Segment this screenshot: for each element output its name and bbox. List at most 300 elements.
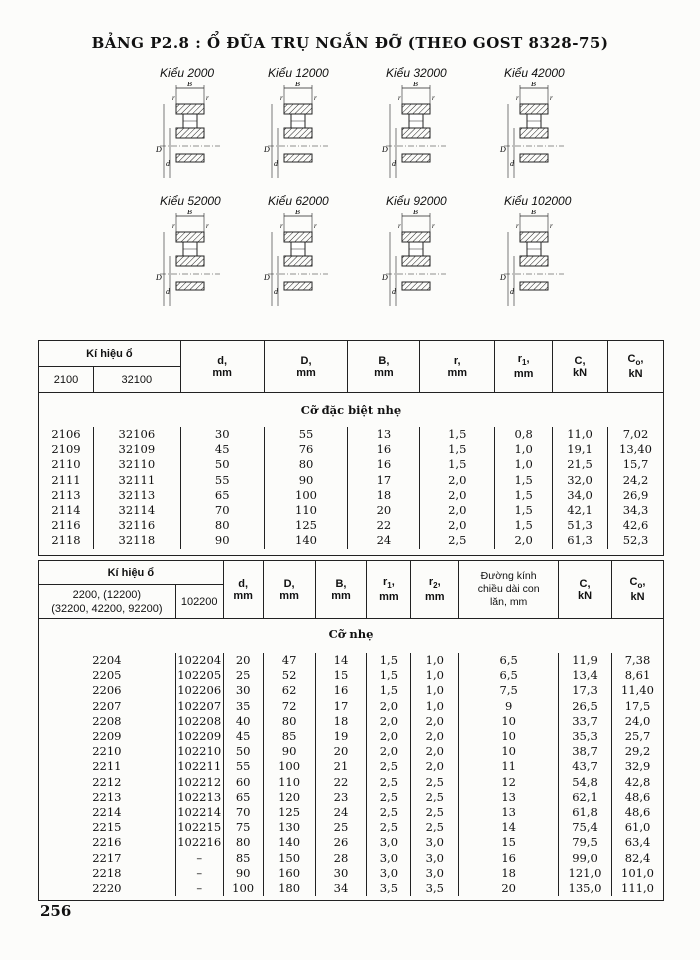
table-cell: 25	[315, 820, 367, 835]
table-cell: 101,0	[611, 866, 663, 881]
table-cell: 2,0	[367, 699, 411, 714]
table-cell: 33,7	[559, 714, 612, 729]
table-cell: 2218	[39, 866, 176, 881]
header-d	[180, 341, 264, 393]
table-cell: 102204	[175, 653, 223, 668]
table-cell: 42,8	[611, 775, 663, 790]
section-title: Cỡ nhẹ	[39, 619, 664, 654]
header-B-label: B,	[335, 577, 347, 590]
table-cell: 48,6	[611, 805, 663, 820]
table-cell: 45	[180, 442, 264, 457]
table-cell: 2,5	[367, 759, 411, 774]
header-d-unit: mm	[212, 366, 232, 379]
table-cell: 180	[263, 881, 315, 896]
table-cell: 24,0	[611, 714, 663, 729]
table-cell: 2,0	[420, 503, 495, 518]
table-cell: 125	[263, 805, 315, 820]
table-cell: 1,0	[411, 653, 459, 668]
header-series-2200	[39, 585, 176, 619]
table-row	[39, 457, 664, 472]
header-r2-label: r	[428, 576, 434, 589]
table-cell: 3,0	[367, 866, 411, 881]
table-cell: 24	[315, 805, 367, 820]
table-cell: 11,9	[559, 653, 612, 668]
header-Co-unit: kN	[628, 367, 643, 380]
table-cell: 26,9	[607, 488, 663, 503]
table-cell: 38,7	[559, 744, 612, 759]
header-C	[559, 561, 612, 619]
table-cell: 1,5	[420, 457, 495, 472]
header-roller-size	[459, 561, 559, 619]
table-row	[39, 881, 664, 896]
table-cell: 140	[263, 835, 315, 850]
table-cell: 42,1	[553, 503, 608, 518]
table-cell: 62	[263, 683, 315, 698]
table-cell: 2207	[39, 699, 176, 714]
table-cell: 48,6	[611, 790, 663, 805]
table-cell: 2113	[39, 488, 94, 503]
table-row	[39, 775, 664, 790]
table-cell: 34	[315, 881, 367, 896]
table-cell: 1,5	[495, 503, 553, 518]
table-row	[39, 668, 664, 683]
table-cell: 3,0	[411, 835, 459, 850]
table-cell: 2217	[39, 850, 176, 865]
table-cell: 32118	[93, 533, 180, 548]
header-Co-unit: kN	[630, 590, 645, 603]
header-r1-comma: ,	[526, 353, 530, 366]
table-cell: 2206	[39, 683, 176, 698]
table-cell: 32116	[93, 518, 180, 533]
table-cell: 2,0	[367, 714, 411, 729]
table-cell: 102206	[175, 683, 223, 698]
bearing-drawing-12000	[258, 82, 338, 182]
header-r1	[367, 561, 411, 619]
table-cell: 2,0	[411, 759, 459, 774]
table-cell: 90	[263, 744, 315, 759]
table-row	[39, 699, 664, 714]
table-extra-light	[38, 340, 664, 556]
table-cell: 1,5	[367, 683, 411, 698]
table-cell: 20	[348, 503, 420, 518]
table-cell: 51,3	[553, 518, 608, 533]
table-cell: 16	[348, 457, 420, 472]
table-cell: 29,2	[611, 744, 663, 759]
table-cell: 1,5	[367, 653, 411, 668]
table-cell: 16	[459, 850, 559, 865]
table-cell: –	[175, 866, 223, 881]
table-cell: 2114	[39, 503, 94, 518]
bearing-drawing-102000	[494, 210, 574, 310]
table-cell: 82,4	[611, 850, 663, 865]
table-cell: 47	[263, 653, 315, 668]
table-cell: 79,5	[559, 835, 612, 850]
table-cell: 3,5	[411, 881, 459, 896]
table-cell: 15	[315, 668, 367, 683]
table-cell: 111,0	[611, 881, 663, 896]
table-cell: 110	[263, 775, 315, 790]
table-cell: 2208	[39, 714, 176, 729]
table-cell: 2,0	[495, 533, 553, 548]
table-cell: 2,5	[367, 775, 411, 790]
header-d	[223, 561, 263, 619]
table-cell: 16	[315, 683, 367, 698]
table-cell: 10	[459, 744, 559, 759]
header-series-2200-line1: 2200, (12200)	[72, 588, 142, 601]
table-cell: 61,8	[559, 805, 612, 820]
header-D-label: D,	[300, 354, 312, 367]
table-cell: 2211	[39, 759, 176, 774]
table-cell: 1,5	[420, 442, 495, 457]
table-cell: 2,0	[367, 744, 411, 759]
table-cell: 6,5	[459, 668, 559, 683]
table-light	[38, 560, 664, 901]
table-cell: 40	[223, 714, 263, 729]
header-B-unit: mm	[374, 366, 394, 379]
header-r2	[411, 561, 459, 619]
table-row	[39, 653, 664, 668]
bearing-drawing-2000	[150, 82, 230, 182]
table-cell: 23	[315, 790, 367, 805]
page-title: BẢNG P2.8 : Ổ ĐŨA TRỤ NGẮN ĐỠ (THEO GOST 8328-75)	[91, 34, 609, 52]
table-cell: 42,6	[607, 518, 663, 533]
table-row	[39, 503, 664, 518]
table-cell: 90	[223, 866, 263, 881]
header-roller-size-line1: Đường kính	[480, 570, 537, 582]
table-cell: 120	[263, 790, 315, 805]
table-cell: –	[175, 881, 223, 896]
table-cell: 1,0	[495, 457, 553, 472]
table-cell: 11	[459, 759, 559, 774]
table-row	[39, 759, 664, 774]
table-cell: 2110	[39, 457, 94, 472]
table-cell: 32111	[93, 473, 180, 488]
table-cell: 90	[264, 473, 348, 488]
header-C-unit: kN	[577, 589, 593, 602]
table-cell: 80	[180, 518, 264, 533]
table-cell: 24	[348, 533, 420, 548]
table-cell: 22	[348, 518, 420, 533]
header-B	[348, 341, 420, 393]
table-row	[39, 442, 664, 457]
table-cell: 18	[348, 488, 420, 503]
bearing-drawing-92000	[376, 210, 456, 310]
table-cell: 102216	[175, 835, 223, 850]
table-cell: 100	[263, 759, 315, 774]
table-cell: 32106	[93, 427, 180, 442]
table-cell: 6,5	[459, 653, 559, 668]
table-cell: –	[175, 850, 223, 865]
header-r1-unit: mm	[379, 590, 399, 603]
table-cell: 17	[348, 473, 420, 488]
table-bottom-pad	[39, 896, 664, 901]
table-cell: 2,0	[420, 473, 495, 488]
header-r2-unit: mm	[425, 590, 445, 603]
table-cell: 10	[459, 714, 559, 729]
bearing-drawing-42000	[494, 82, 574, 182]
table-cell: 30	[180, 427, 264, 442]
table-cell: 0,8	[495, 427, 553, 442]
header-series-32100: 32100	[93, 367, 180, 393]
table-cell: 65	[223, 790, 263, 805]
table-cell: 80	[263, 714, 315, 729]
table-cell: 17	[315, 699, 367, 714]
figure-label: Kiểu 52000	[160, 194, 221, 208]
header-Co	[607, 341, 663, 393]
table-cell: 11,0	[553, 427, 608, 442]
table-cell: 130	[263, 820, 315, 835]
table-cell: 2204	[39, 653, 176, 668]
table-cell: 2,0	[367, 729, 411, 744]
table-cell: 28	[315, 850, 367, 865]
header-d-label: d,	[217, 354, 228, 367]
table-cell: 1,5	[367, 668, 411, 683]
table-cell: 55	[180, 473, 264, 488]
table-cell: 32109	[93, 442, 180, 457]
table-row	[39, 533, 664, 548]
table-cell: 22	[315, 775, 367, 790]
table-row	[39, 835, 664, 850]
table-cell: 45	[223, 729, 263, 744]
table-cell: 1,0	[411, 668, 459, 683]
table-cell: 2,5	[367, 790, 411, 805]
header-roller-size-line2: chiều dài con	[477, 583, 540, 595]
table-cell: 14	[315, 653, 367, 668]
table-cell: 1,5	[495, 518, 553, 533]
table-cell: 50	[223, 744, 263, 759]
table-cell: 2,5	[411, 790, 459, 805]
table-cell: 25,7	[611, 729, 663, 744]
table-cell: 2111	[39, 473, 94, 488]
header-D-unit: mm	[296, 366, 316, 379]
table-cell: 2220	[39, 881, 176, 896]
table-row	[39, 805, 664, 820]
figure-label: Kiểu 12000	[268, 66, 329, 80]
header-ki-hieu: Kí hiệu ổ	[39, 341, 181, 367]
header-D-unit: mm	[279, 589, 299, 602]
table-cell: 32110	[93, 457, 180, 472]
table-cell: 160	[263, 866, 315, 881]
table-row	[39, 850, 664, 865]
header-roller-size-line3: lăn, mm	[489, 596, 528, 608]
header-C-label: C,	[579, 577, 591, 590]
table-cell: 110	[264, 503, 348, 518]
table-cell: 50	[180, 457, 264, 472]
table-cell: 18	[315, 714, 367, 729]
table-row	[39, 729, 664, 744]
table-cell: 24,2	[607, 473, 663, 488]
table-cell: 21,5	[553, 457, 608, 472]
header-r2-comma: ,	[437, 576, 441, 589]
table-cell: 2215	[39, 820, 176, 835]
table-cell: 1,0	[411, 683, 459, 698]
table-row	[39, 488, 664, 503]
table-cell: 32114	[93, 503, 180, 518]
table-cell: 3,0	[411, 850, 459, 865]
table-cell: 102213	[175, 790, 223, 805]
table-cell: 140	[264, 533, 348, 548]
table-cell: 20	[459, 881, 559, 896]
table-cell: 2,0	[411, 714, 459, 729]
table-cell: 8,61	[611, 668, 663, 683]
table-cell: 16	[348, 442, 420, 457]
table-cell: 55	[264, 427, 348, 442]
bearing-drawing-62000	[258, 210, 338, 310]
header-d-unit: mm	[233, 589, 253, 602]
table-cell: 2,5	[367, 805, 411, 820]
table-cell: 2,0	[411, 729, 459, 744]
table-cell: 55	[223, 759, 263, 774]
table-cell: 2,0	[420, 518, 495, 533]
table-cell: 102210	[175, 744, 223, 759]
table-cell: 102205	[175, 668, 223, 683]
table-cell: 32113	[93, 488, 180, 503]
table-cell: 17,3	[559, 683, 612, 698]
table-cell: 35,3	[559, 729, 612, 744]
header-r1-label: r	[382, 576, 388, 589]
table-cell: 14	[459, 820, 559, 835]
header-Co	[611, 561, 663, 619]
header-d-label: d,	[238, 577, 249, 590]
table-cell: 61,0	[611, 820, 663, 835]
header-B	[315, 561, 367, 619]
table-cell: 2,5	[420, 533, 495, 548]
header-Co-sub: o	[635, 358, 641, 368]
table-row	[39, 744, 664, 759]
table-cell: 13,40	[607, 442, 663, 457]
header-series-2200-line2: (32200, 42200, 92200)	[51, 602, 163, 615]
table-row	[39, 790, 664, 805]
table-cell: 135,0	[559, 881, 612, 896]
table-cell: 85	[223, 850, 263, 865]
table-cell: 102214	[175, 805, 223, 820]
header-ki-hieu: Kí hiệu ổ	[39, 561, 224, 585]
table-cell: 2,0	[420, 488, 495, 503]
figure-label: Kiểu 62000	[268, 194, 329, 208]
table-cell: 7,38	[611, 653, 663, 668]
table-cell: 150	[263, 850, 315, 865]
table-cell: 2205	[39, 668, 176, 683]
table-cell: 2,5	[411, 820, 459, 835]
table-cell: 63,4	[611, 835, 663, 850]
table-cell: 100	[264, 488, 348, 503]
table-cell: 3,5	[367, 881, 411, 896]
table-cell: 61,3	[553, 533, 608, 548]
table-cell: 1,0	[495, 442, 553, 457]
page-number: 256	[40, 902, 72, 920]
header-r-unit: mm	[447, 366, 468, 379]
figure-label: Kiểu 32000	[386, 66, 447, 80]
table-cell: 32,9	[611, 759, 663, 774]
table-cell: 65	[180, 488, 264, 503]
table-cell: 2209	[39, 729, 176, 744]
bearing-drawing-52000	[150, 210, 230, 310]
table-cell: 30	[223, 683, 263, 698]
table-cell: 7,02	[607, 427, 663, 442]
table-cell: 85	[263, 729, 315, 744]
table-cell: 18	[459, 866, 559, 881]
table-cell: 102208	[175, 714, 223, 729]
table-cell: 102211	[175, 759, 223, 774]
header-B-unit: mm	[331, 589, 351, 602]
header-C-unit: kN	[572, 366, 588, 379]
table-cell: 20	[315, 744, 367, 759]
table-cell: 1,0	[411, 699, 459, 714]
table-cell: 102215	[175, 820, 223, 835]
header-r1-sub: 1	[522, 358, 527, 368]
table-cell: 19,1	[553, 442, 608, 457]
table-cell: 20	[223, 653, 263, 668]
figure-label: Kiểu 2000	[160, 66, 215, 80]
table-cell: 2,5	[411, 805, 459, 820]
table-cell: 52,3	[607, 533, 663, 548]
table-cell: 2212	[39, 775, 176, 790]
table-cell: 99,0	[559, 850, 612, 865]
header-series-2100: 2100	[39, 367, 94, 393]
header-r	[420, 341, 495, 393]
table-row	[39, 866, 664, 881]
table-cell: 15,7	[607, 457, 663, 472]
table-cell: 80	[223, 835, 263, 850]
header-D	[263, 561, 315, 619]
table-row	[39, 683, 664, 698]
header-Co-label: C	[629, 576, 638, 589]
table-cell: 2106	[39, 427, 94, 442]
table-cell: 3,0	[411, 866, 459, 881]
figure-label: Kiểu 42000	[504, 66, 565, 80]
table-cell: 17,5	[611, 699, 663, 714]
table-cell: 26,5	[559, 699, 612, 714]
table-cell: 34,0	[553, 488, 608, 503]
table-cell: 2210	[39, 744, 176, 759]
table-cell: 75	[223, 820, 263, 835]
table-cell: 2118	[39, 533, 94, 548]
header-Co-comma: ,	[640, 353, 644, 366]
table-cell: 11,40	[611, 683, 663, 698]
table-cell: 60	[223, 775, 263, 790]
bearing-drawing-32000	[376, 82, 456, 182]
table-cell: 125	[264, 518, 348, 533]
header-r1-sub: 1	[387, 581, 392, 591]
table-cell: 2214	[39, 805, 176, 820]
table-cell: 7,5	[459, 683, 559, 698]
header-Co-label: C	[627, 353, 636, 366]
table-row	[39, 820, 664, 835]
table-cell: 9	[459, 699, 559, 714]
table-cell: 13	[459, 790, 559, 805]
header-B-label: B,	[378, 354, 390, 367]
table-cell: 10	[459, 729, 559, 744]
table-bottom-pad	[39, 549, 664, 556]
table-cell: 13	[348, 427, 420, 442]
table-cell: 54,8	[559, 775, 612, 790]
table-cell: 21	[315, 759, 367, 774]
table-cell: 100	[223, 881, 263, 896]
table-row	[39, 427, 664, 442]
table-row	[39, 714, 664, 729]
figure-label: Kiểu 92000	[386, 194, 447, 208]
table-cell: 121,0	[559, 866, 612, 881]
header-r1-unit: mm	[513, 367, 534, 380]
table-cell: 3,0	[367, 850, 411, 865]
table-cell: 13	[459, 805, 559, 820]
table-row	[39, 473, 664, 488]
table-cell: 30	[315, 866, 367, 881]
table-cell: 70	[223, 805, 263, 820]
table-cell: 2116	[39, 518, 94, 533]
table-cell: 43,7	[559, 759, 612, 774]
section-title: Cỡ đặc biệt nhẹ	[39, 393, 664, 428]
